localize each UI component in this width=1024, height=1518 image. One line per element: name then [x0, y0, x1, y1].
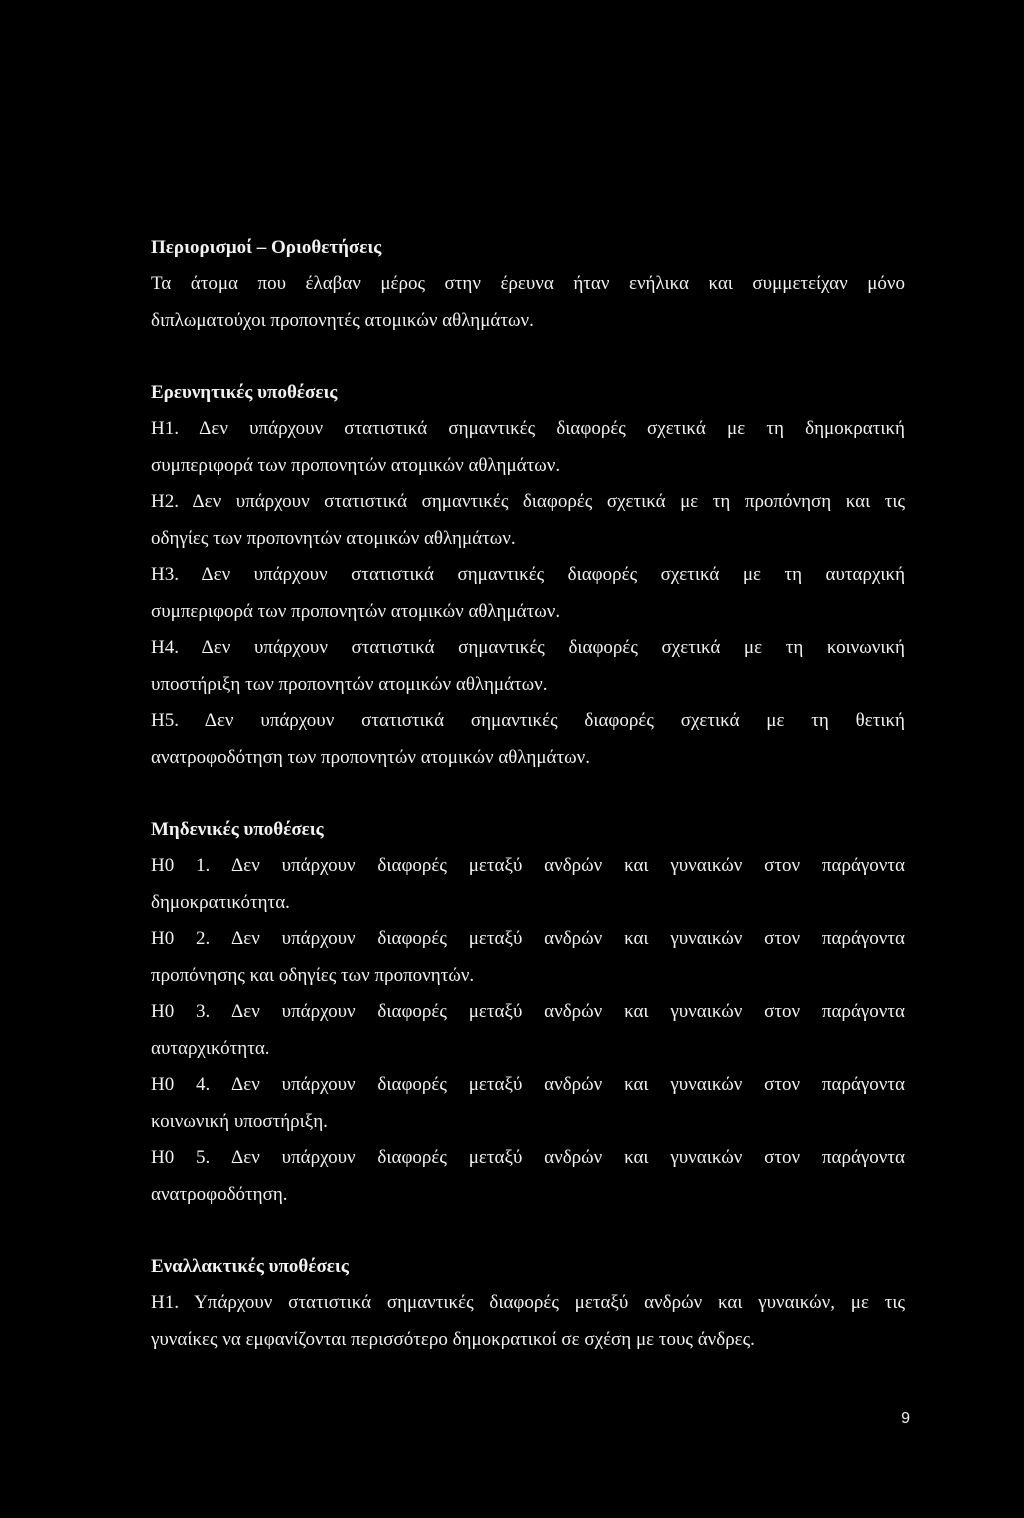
- text-line: δημοκρατικότητα.: [151, 891, 290, 913]
- null-hypothesis-1: [151, 848, 905, 921]
- text-line: Η0 5. Δεν υπάρχουν διαφορές μεταξύ ανδρών και γυναικών στον παράγοντα: [151, 1147, 905, 1168]
- text-line: διπλωματούχοι προπονητές ατομικών αθλημάτων.: [151, 309, 534, 331]
- text-line: υποστήριξη των προπονητών ατομικών αθλημάτων.: [151, 673, 548, 695]
- alternative-hypothesis-1: [151, 1285, 905, 1358]
- text-line: Η5. Δεν υπάρχουν στατιστικά σημαντικές διαφορές σχετικά με τη θετική: [151, 710, 905, 731]
- heading-limitations: Περιορισμοί – Οριοθετήσεις: [151, 237, 382, 258]
- hypothesis-h5: [151, 703, 905, 776]
- text-line: Η0 1. Δεν υπάρχουν διαφορές μεταξύ ανδρών και γυναικών στον παράγοντα: [151, 855, 905, 876]
- text-line: Τα άτομα που έλαβαν μέρος στην έρευνα ήταν ενήλικα και συμμετείχαν μόνο: [151, 273, 905, 294]
- text-line: γυναίκες να εμφανίζονται περισσότερο δημοκρατικοί σε σχέση με τους άνδρες.: [151, 1328, 755, 1350]
- text-line: Η1. Δεν υπάρχουν στατιστικά σημαντικές διαφορές σχετικά με τη δημοκρατική: [151, 418, 905, 439]
- hypothesis-h3: [151, 557, 905, 630]
- text-line: Η1. Υπάρχουν στατιστικά σημαντικές διαφορές μεταξύ ανδρών και γυναικών, με τις: [151, 1292, 905, 1313]
- hypothesis-h4: [151, 630, 905, 703]
- null-hypothesis-2: [151, 921, 905, 994]
- heading-null-hypotheses: Μηδενικές υποθέσεις: [151, 819, 324, 840]
- text-line: οδηγίες των προπονητών ατομικών αθλημάτων.: [151, 527, 516, 549]
- text-line: αυταρχικότητα.: [151, 1037, 270, 1059]
- text-line: συμπεριφορά των προπονητών ατομικών αθλημάτων.: [151, 600, 561, 622]
- text-line: Η3. Δεν υπάρχουν στατιστικά σημαντικές διαφορές σχετικά με τη αυταρχική: [151, 564, 905, 585]
- text-line: ανατροφοδότηση.: [151, 1183, 288, 1205]
- text-line: Η4. Δεν υπάρχουν στατιστικά σημαντικές διαφορές σχετικά με τη κοινωνική: [151, 637, 905, 658]
- text-line: Η2. Δεν υπάρχουν στατιστικά σημαντικές διαφορές σχετικά με τη προπόνηση και τις: [151, 491, 905, 512]
- text-line: προπόνησης και οδηγίες των προπονητών.: [151, 964, 475, 986]
- hypothesis-h2: [151, 484, 905, 557]
- text-line: Η0 4. Δεν υπάρχουν διαφορές μεταξύ ανδρών και γυναικών στον παράγοντα: [151, 1074, 905, 1095]
- text-line: ανατροφοδότηση των προπονητών ατομικών αθλημάτων.: [151, 746, 590, 768]
- paragraph-limitations: [151, 266, 905, 339]
- document-page: [151, 230, 905, 1358]
- text-line: κοινωνική υποστήριξη.: [151, 1110, 328, 1132]
- text-line: συμπεριφορά των προπονητών ατομικών αθλημάτων.: [151, 454, 561, 476]
- heading-research-hypotheses: Ερευνητικές υποθέσεις: [151, 382, 338, 403]
- null-hypothesis-4: [151, 1067, 905, 1140]
- text-line: Η0 3. Δεν υπάρχουν διαφορές μεταξύ ανδρών και γυναικών στον παράγοντα: [151, 1001, 905, 1022]
- page-number: 9: [901, 1410, 910, 1427]
- heading-alternative-hypotheses: Εναλλακτικές υποθέσεις: [151, 1256, 349, 1277]
- hypothesis-h1: [151, 411, 905, 484]
- null-hypothesis-3: [151, 994, 905, 1067]
- null-hypothesis-5: [151, 1140, 905, 1213]
- text-line: Η0 2. Δεν υπάρχουν διαφορές μεταξύ ανδρών και γυναικών στον παράγοντα: [151, 928, 905, 949]
